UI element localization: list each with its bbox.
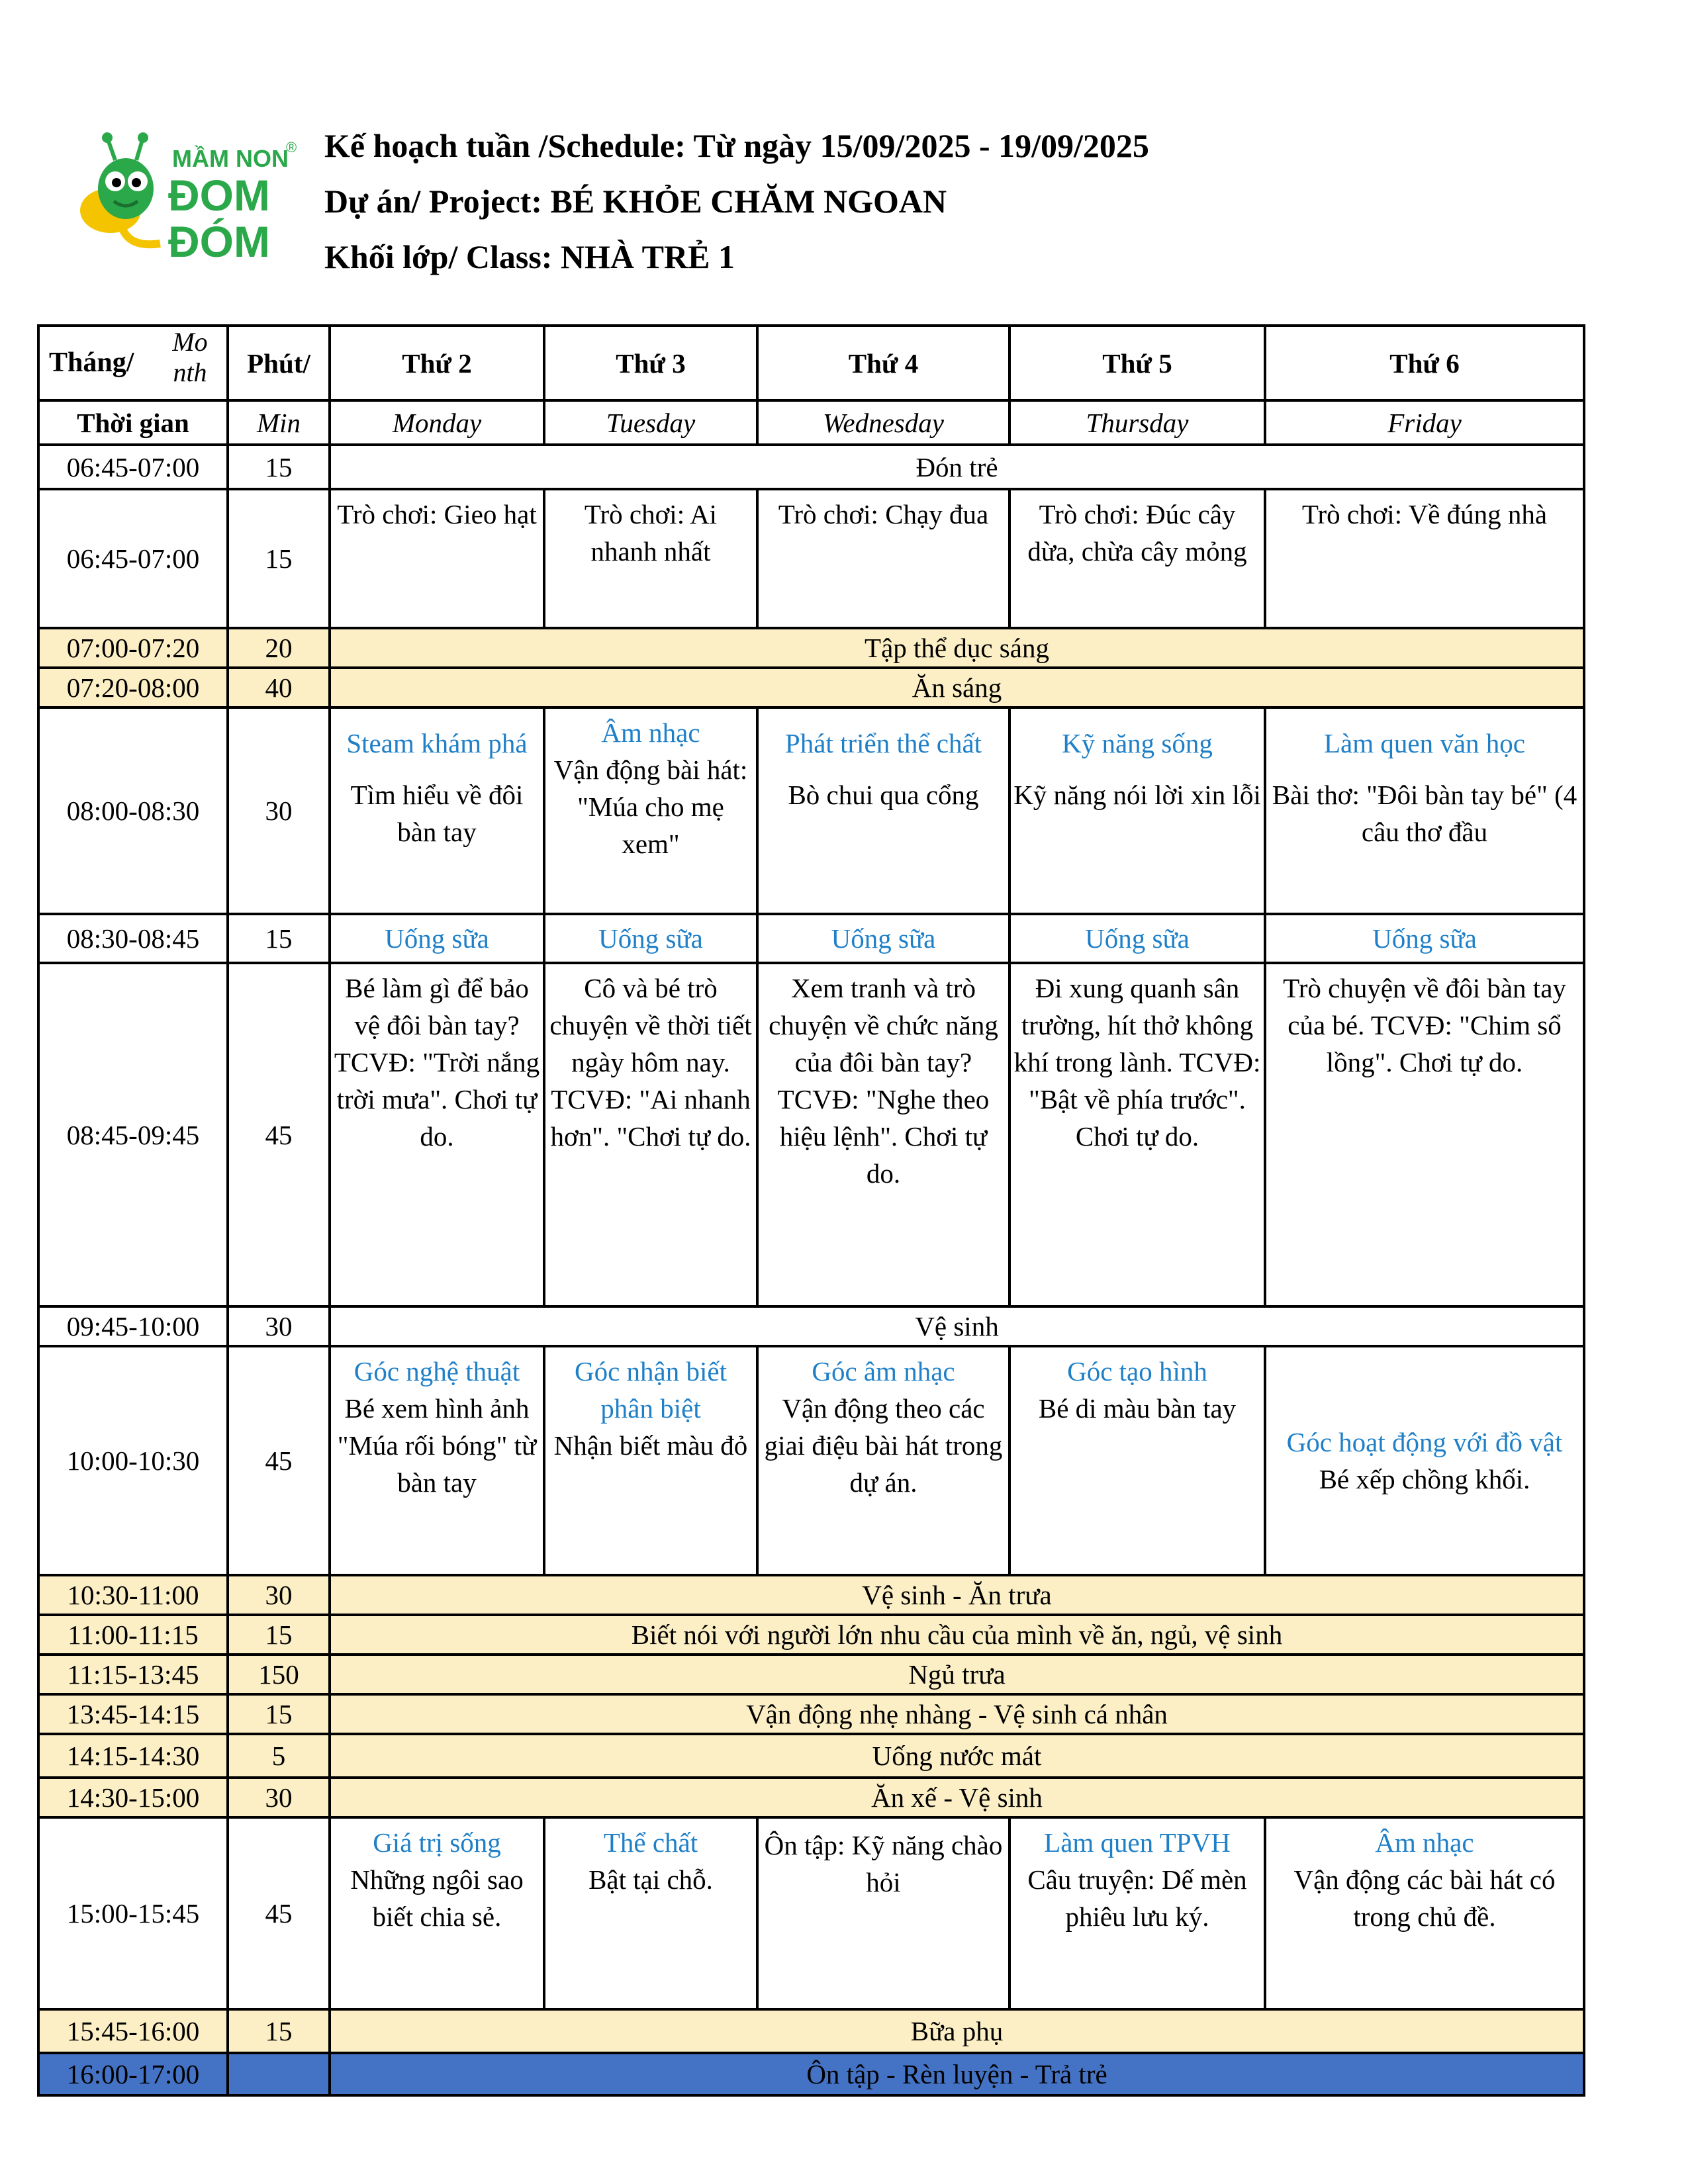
day-header-tuesday: Tuesday [544,400,757,445]
row-bua-phu [38,2009,1584,2053]
activity-cell: Bữa phụ [330,2009,1584,2053]
lesson-text: Kỹ năng nói lời xin lỗi [1013,780,1261,810]
time-cell: 10:00-10:30 [38,1346,228,1575]
activity-cell: Biết nói với người lớn nhu cầu của mình về ăn, ngủ, vệ sinh [330,1615,1584,1655]
milk-label: Uống sữa [1372,923,1477,954]
time-cell: 14:15-14:30 [38,1734,228,1778]
afternoon-text: Bật tại chỗ. [588,1864,713,1895]
lesson-text: Tìm hiểu về đôi bàn tay [350,780,524,847]
milk-label: Uống sữa [598,923,703,954]
time-cell: 07:20-08:00 [38,668,228,707]
time-cell: 11:00-11:15 [38,1615,228,1655]
subject-label: Góc nghệ thuật [353,1356,520,1387]
corner-text: Nhận biết màu đỏ [553,1430,748,1461]
day-header-thu5: Thứ 5 [1009,326,1265,400]
row-don-tre [38,445,1584,489]
time-cell: 08:00-08:30 [38,707,228,914]
minutes-cell: 15 [228,489,330,628]
milk-label: Uống sữa [1085,923,1190,954]
row-an-xe [38,1778,1584,1817]
afternoon-cell-tue [544,1817,757,2009]
afternoon-cell-wed [757,1817,1009,2009]
milk-cell-fri [1265,914,1584,963]
minutes-cell: 15 [228,1694,330,1734]
time-cell: 06:45-07:00 [38,445,228,489]
subject-label: Làm quen văn học [1324,728,1525,758]
afternoon-text: Những ngôi sao biết chia sẻ. [350,1864,524,1932]
milk-label: Uống sữa [831,923,936,954]
activity-cell: Vệ sinh - Ăn trưa [330,1575,1584,1615]
row-uong-nuoc [38,1734,1584,1778]
lesson-cell-tue [544,707,757,914]
row-goc [38,1346,1584,1575]
minutes-cell: 30 [228,1306,330,1346]
row-the-duc [38,628,1584,668]
time-header: Thời gian [38,400,228,445]
outdoor-cell-tue: Cô và bé trò chuyện về thời tiết ngày hôm nay. TCVĐ: "Ai nhanh hơn". "Chơi tự do. [544,963,757,1306]
min-header-vi: Phút/ [228,326,330,400]
month-header [38,326,228,400]
subject-label: Góc hoạt động với đồ vật [1286,1427,1563,1457]
minutes-cell: 20 [228,628,330,668]
row-tra-tre [38,2053,1584,2095]
corner-cell-wed [757,1346,1009,1575]
activity-cell-fri: Trò chơi: Về đúng nhà [1265,489,1584,628]
milk-cell-wed [757,914,1009,963]
minutes-cell [228,2053,330,2095]
row-van-dong-nhe [38,1694,1584,1734]
lesson-cell-fri [1265,707,1584,914]
row-an-sang [38,668,1584,707]
time-cell: 09:45-10:00 [38,1306,228,1346]
row-an-trua [38,1575,1584,1615]
minutes-cell: 5 [228,1734,330,1778]
lesson-cell-mon [330,707,544,914]
minutes-cell: 30 [228,1778,330,1817]
minutes-cell: 45 [228,1346,330,1575]
outdoor-cell-thu: Đi xung quanh sân trường, hít thở không khí trong lành. TCVĐ: "Bật về phía trước". Chơi tự do. [1009,963,1265,1306]
milk-label: Uống sữa [385,923,489,954]
logo-line2: ĐOM [168,171,270,220]
row-tro-choi [38,489,1584,628]
lesson-text: Vận động bài hát: "Múa cho mẹ xem" [553,754,748,859]
row-ngu-trua [38,1655,1584,1694]
time-cell: 10:30-11:00 [38,1575,228,1615]
afternoon-cell-mon [330,1817,544,2009]
row-ngoai-troi [38,963,1584,1306]
milk-cell-mon [330,914,544,963]
project-title: Dự án/ Project: BÉ KHỎE CHĂM NGOAN [324,183,947,220]
outdoor-cell-fri: Trò chuyện về đôi bàn tay của bé. TCVĐ: "Chim sổ lồng". Chơi tự do. [1265,963,1584,1306]
time-cell: 13:45-14:15 [38,1694,228,1734]
month-label-vi: Tháng/ [49,347,134,378]
time-cell: 15:45-16:00 [38,2009,228,2053]
mam-non-dom-dom-logo [74,132,299,265]
time-cell: 07:00-07:20 [38,628,228,668]
activity-cell: Vận động nhẹ nhàng - Vệ sinh cá nhân [330,1694,1584,1734]
activity-cell: Tập thể dục sáng [330,628,1584,668]
subject-label: Âm nhạc [601,717,700,748]
activity-cell: Ngủ trưa [330,1655,1584,1694]
corner-text: Vận động theo các giai điệu bài hát trong dự án. [764,1393,1003,1498]
row-nhu-cau [38,1615,1584,1655]
firefly-mascot-icon [80,132,160,244]
subject-label: Kỹ năng sống [1062,728,1213,758]
day-header-thu2: Thứ 2 [330,326,544,400]
min-header-en: Min [228,400,330,445]
milk-cell-thu [1009,914,1265,963]
time-cell: 08:45-09:45 [38,963,228,1306]
subject-label: Làm quen TPVH [1044,1827,1231,1858]
logo-reg: ® [286,139,297,156]
day-header-thu3: Thứ 3 [544,326,757,400]
minutes-cell: 45 [228,1817,330,2009]
minutes-cell: 40 [228,668,330,707]
header-row-en [38,400,1584,445]
logo-line1: MẦM NON [172,145,289,172]
milk-cell-tue [544,914,757,963]
corner-text: Bé xếp chồng khối. [1319,1464,1530,1494]
subject-label: Âm nhạc [1375,1827,1474,1858]
minutes-cell: 15 [228,1615,330,1655]
day-header-thu4: Thứ 4 [757,326,1009,400]
outdoor-cell-wed: Xem tranh và trò chuyện về chức năng của đôi bàn tay? TCVĐ: "Nghe theo hiệu lệnh". Chơi tự do. [757,963,1009,1306]
time-cell: 06:45-07:00 [38,489,228,628]
row-hoc [38,707,1584,914]
row-ve-sinh [38,1306,1584,1346]
time-cell: 14:30-15:00 [38,1778,228,1817]
subject-label: Góc nhận biết phân biệt [575,1356,727,1424]
lesson-cell-thu [1009,707,1265,914]
minutes-cell: 30 [228,1575,330,1615]
schedule-header [324,118,1149,285]
minutes-cell: 45 [228,963,330,1306]
time-cell: 11:15-13:45 [38,1655,228,1694]
activity-cell: Vệ sinh [330,1306,1584,1346]
minutes-cell: 150 [228,1655,330,1694]
subject-label: Góc tạo hình [1067,1356,1207,1387]
subject-label: Phát triển thể chất [784,728,982,758]
corner-cell-fri [1265,1346,1584,1575]
minutes-cell: 15 [228,2009,330,2053]
activity-cell: Uống nước mát [330,1734,1584,1778]
row-chieu [38,1817,1584,2009]
lesson-cell-wed [757,707,1009,914]
weekly-schedule-table [37,324,1585,2097]
logo-line3: ĐÓM [168,217,270,265]
day-header-thursday: Thursday [1009,400,1265,445]
activity-cell: Ôn tập - Rèn luyện - Trả trẻ [330,2053,1584,2095]
day-header-wednesday: Wednesday [757,400,1009,445]
day-header-friday: Friday [1265,400,1584,445]
subject-label: Steam khám phá [346,728,528,758]
month-label-en: Month [172,327,208,387]
activity-cell-wed: Trò chơi: Chạy đua [757,489,1009,628]
lesson-text: Bài thơ: "Đôi bàn tay bé" (4 câu thơ đầu [1272,780,1577,847]
row-uong-sua [38,914,1584,963]
subject-label: Giá trị sống [373,1827,501,1858]
activity-cell: Đón trẻ [330,445,1584,489]
afternoon-text: Câu truyện: Dế mèn phiêu lưu ký. [1027,1864,1247,1932]
corner-text: Bé di màu bàn tay [1038,1393,1237,1424]
afternoon-text: Ôn tập: Kỹ năng chào hỏi [764,1830,1003,1897]
activity-cell-mon: Trò chơi: Gieo hạt [330,489,544,628]
afternoon-cell-fri [1265,1817,1584,2009]
minutes-cell: 15 [228,914,330,963]
subject-label: Thể chất [603,1827,698,1858]
activity-cell-thu: Trò chơi: Đúc cây dừa, chừa cây mỏng [1009,489,1265,628]
outdoor-cell-mon: Bé làm gì để bảo vệ đôi bàn tay? TCVĐ: "Trời nắng trời mưa". Chơi tự do. [330,963,544,1306]
corner-cell-thu [1009,1346,1265,1575]
subject-label: Góc âm nhạc [812,1356,955,1387]
activity-cell: Ăn xế - Vệ sinh [330,1778,1584,1817]
header-row-vi [38,326,1584,400]
lesson-text: Bò chui qua cổng [788,780,979,810]
afternoon-cell-thu [1009,1817,1265,2009]
class-name: Khối lớp/ Class: NHÀ TRẺ 1 [324,238,735,275]
activity-cell-tue: Trò chơi: Ai nhanh nhất [544,489,757,628]
activity-cell: Ăn sáng [330,668,1584,707]
time-cell: 15:00-15:45 [38,1817,228,2009]
time-cell: 08:30-08:45 [38,914,228,963]
minutes-cell: 30 [228,707,330,914]
corner-text: Bé xem hình ảnh "Múa rối bóng" từ bàn tay [337,1393,537,1498]
minutes-cell: 15 [228,445,330,489]
schedule-dates: Kế hoạch tuần /Schedule: Từ ngày 15/09/2025 - 19/09/2025 [324,127,1149,164]
afternoon-text: Vận động các bài hát có trong chủ đề. [1293,1864,1556,1932]
day-header-monday: Monday [330,400,544,445]
time-cell: 16:00-17:00 [38,2053,228,2095]
corner-cell-tue [544,1346,757,1575]
corner-cell-mon [330,1346,544,1575]
day-header-thu6: Thứ 6 [1265,326,1584,400]
